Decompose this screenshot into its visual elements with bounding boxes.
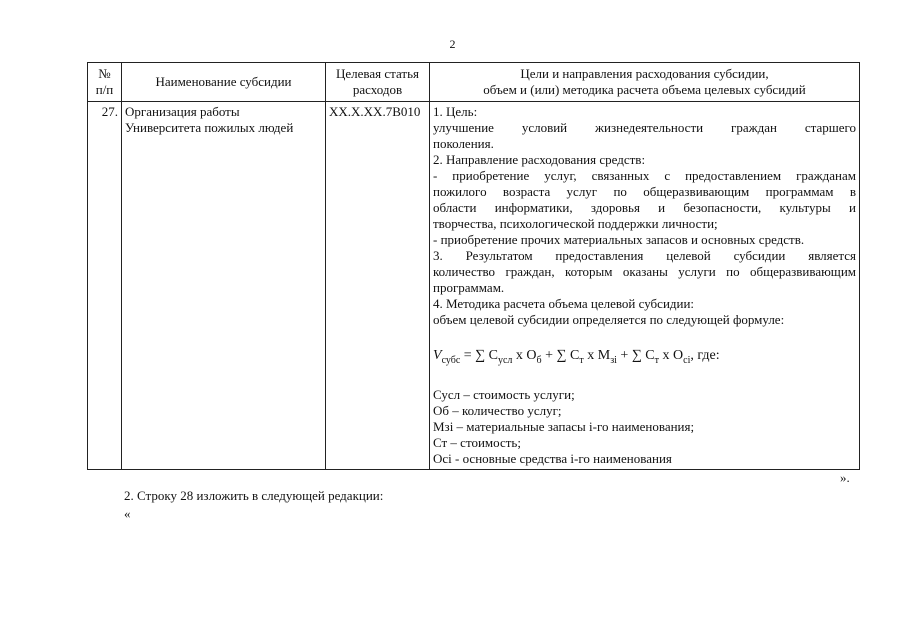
row-target-code: XX.X.XX.7B010 — [326, 102, 430, 470]
page-number: 2 — [449, 37, 456, 51]
subsidy-table — [87, 62, 860, 470]
table-header-row — [88, 63, 860, 102]
header-target: Целевая статья расходов — [326, 63, 430, 102]
row-number: 27. — [88, 102, 122, 470]
opening-quote: « — [124, 506, 131, 521]
closing-quote: ». — [840, 470, 850, 485]
subsidy-formula: $V_{субс}$ = ∑ $C_{усл}$ x $O_б$ + ∑ $C_т$ x $M_{зi}$ + ∑ $C_т$ x $O_{ci}$, где: — [433, 348, 720, 366]
row-subsidy-name: Организация работы Университета пожилых людей — [122, 102, 326, 470]
header-name: Наименование субсидии — [122, 63, 326, 102]
paragraph-text: 2. Строку 28 изложить в следующей редакции: — [124, 488, 384, 503]
table-row — [88, 102, 860, 470]
header-num: № п/п — [88, 63, 122, 102]
row-goals: 1. Цель: улучшение условий жизнедеятельности граждан старшего поколения. 2. Направление расходования средств: - приобретение услуг, связанных с предоставлением гражданам пожилого возраста услуг по общеразвивающим программам в области информатики, здоровья и безопасности, культуры и творчества, психологической поддержки личности; - приобретение прочих материальных запасов и основных средств. 3. Результатом предоставления целевой субсидии является количество граждан, которым оказаны услуги по общеразвивающим программам. 4. Методика расчета объема целевой субсидии: объем целевой субсидии определяется по следующей формуле: $V_{субс}$ = ∑ $C_{усл}$ x $O_б$ + ∑ $C_т$ x $M_{зi}$ + ∑ $C_т$ x $O_{ci}$, где: Сусл – стоимость услуги; Об – количество услуг; Мзi – материальные запасы i-го наименования; Ст – стоимость; Осi - основные средства i-го наименования — [430, 102, 860, 470]
header-goals: Цели и направления расходования субсидии, объем и (или) методика расчета объема целевых субсидий — [430, 63, 860, 102]
